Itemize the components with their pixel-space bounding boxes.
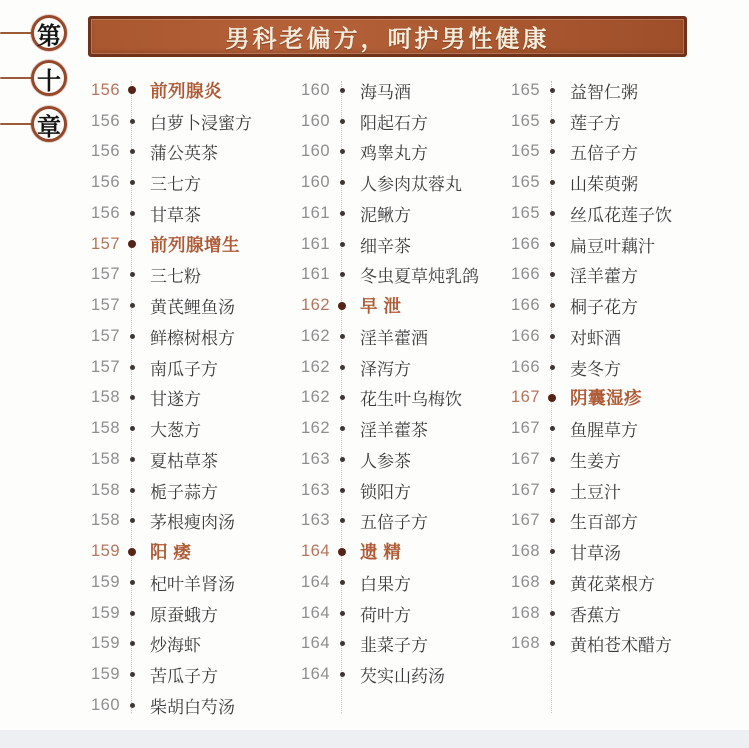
toc-entry <box>298 167 508 198</box>
chapter-circle-icon <box>31 60 67 96</box>
bullet-dot-icon <box>330 272 354 277</box>
toc-entry <box>508 383 749 414</box>
bullet-dot-icon <box>120 611 144 616</box>
bullet-dot-icon <box>120 488 144 493</box>
entry-title: 前列腺增生 <box>150 234 240 255</box>
page-number: 165 <box>510 173 540 192</box>
page-number: 167 <box>510 449 540 468</box>
bullet-dot-icon <box>540 242 564 247</box>
toc-entry <box>508 629 749 660</box>
bullet-dot-icon <box>540 334 564 339</box>
bullet-dot-icon <box>330 211 354 216</box>
bullet-dot-icon <box>540 303 564 308</box>
toc-entry <box>508 413 749 444</box>
page-number: 159 <box>90 542 120 561</box>
toc-entry <box>508 475 749 506</box>
entry-title: 桐子花方 <box>570 298 638 318</box>
entry-title: 黄花菜根方 <box>570 574 655 594</box>
bullet-dot-icon <box>330 119 354 124</box>
bullet-dot-icon <box>120 580 144 585</box>
entry-title: 麦冬方 <box>570 359 621 379</box>
chapter-circle-icon <box>31 106 67 142</box>
bullet-dot-icon <box>120 457 144 462</box>
entry-title: 丝瓜花莲子饮 <box>570 205 672 225</box>
bullet-dot-icon <box>540 426 564 431</box>
bullet-dot-icon <box>120 272 144 277</box>
entry-title: 鸡睾丸方 <box>360 144 428 164</box>
entry-title: 益智仁粥 <box>570 82 638 102</box>
page-number: 160 <box>300 173 330 192</box>
bullet-dot-icon <box>120 334 144 339</box>
page-number: 165 <box>510 111 540 130</box>
bullet-dot-icon <box>540 88 564 93</box>
page-number: 165 <box>510 203 540 222</box>
entry-title: 夏枯草茶 <box>150 451 218 471</box>
toc-entry <box>508 229 749 260</box>
page-bottom-strip <box>0 730 749 748</box>
entry-title: 冬虫夏草炖乳鸽 <box>360 267 479 287</box>
entry-title: 生百部方 <box>570 513 638 533</box>
toc-entry <box>88 413 298 444</box>
entry-title: 栀子蒜方 <box>150 482 218 502</box>
toc-entry <box>298 290 508 321</box>
entry-title: 茅根瘦肉汤 <box>150 513 235 533</box>
toc-entry <box>508 598 749 629</box>
toc-entry <box>88 629 298 660</box>
toc-entry <box>508 75 749 106</box>
bullet-dot-icon <box>330 518 354 523</box>
bullet-dot-icon <box>330 426 354 431</box>
entry-title: 前列腺炎 <box>150 80 222 101</box>
toc-entry <box>298 598 508 629</box>
toc-entry <box>88 167 298 198</box>
entry-title: 土豆汁 <box>570 482 621 502</box>
bullet-dot-icon <box>120 180 144 185</box>
entry-title: 甘草汤 <box>570 544 621 564</box>
toc-entry <box>88 137 298 168</box>
toc-entry <box>88 352 298 383</box>
entry-title: 白萝卜浸蜜方 <box>150 113 252 133</box>
entry-title: 莲子方 <box>570 113 621 133</box>
toc-entry <box>88 75 298 106</box>
toc-entry <box>298 629 508 660</box>
toc-entry <box>88 475 298 506</box>
entry-title: 淫羊藿茶 <box>360 421 428 441</box>
toc-entry <box>298 444 508 475</box>
bullet-dot-icon <box>120 548 144 556</box>
toc-entry <box>508 536 749 567</box>
bullet-dot-icon <box>330 395 354 400</box>
entry-title: 阳起石方 <box>360 113 428 133</box>
entry-title: 扁豆叶藕汁 <box>570 236 655 256</box>
toc-entry <box>88 260 298 291</box>
chapter-connector-line <box>0 32 33 34</box>
entry-title: 山茱萸粥 <box>570 175 638 195</box>
bullet-dot-icon <box>330 149 354 154</box>
bullet-dot-icon <box>120 518 144 523</box>
page-number: 157 <box>90 357 120 376</box>
toc-entry <box>88 598 298 629</box>
page-number: 156 <box>90 203 120 222</box>
page-number: 159 <box>90 603 120 622</box>
page-number: 167 <box>510 388 540 407</box>
page-number: 168 <box>510 572 540 591</box>
page-number: 162 <box>300 419 330 438</box>
toc-entry <box>508 352 749 383</box>
bullet-dot-icon <box>540 611 564 616</box>
page-number: 167 <box>510 511 540 530</box>
toc-entry <box>298 106 508 137</box>
entry-title: 三七方 <box>150 175 201 195</box>
page-number: 166 <box>510 326 540 345</box>
bullet-dot-icon <box>540 365 564 370</box>
bullet-dot-icon <box>120 395 144 400</box>
bullet-dot-icon <box>120 426 144 431</box>
entry-title: 炒海虾 <box>150 636 201 656</box>
page-number: 156 <box>90 80 120 99</box>
bullet-dot-icon <box>540 394 564 402</box>
entry-title: 人参肉苁蓉丸 <box>360 175 462 195</box>
chapter-character: 十 <box>37 67 61 95</box>
bullet-dot-icon <box>330 580 354 585</box>
entry-title: 早 泄 <box>360 296 402 317</box>
page-number: 157 <box>90 296 120 315</box>
toc-entry <box>88 506 298 537</box>
entry-title: 杞叶羊肾汤 <box>150 574 235 594</box>
page-number: 156 <box>90 142 120 161</box>
toc-entry <box>298 659 508 690</box>
entry-title: 蒲公英茶 <box>150 144 218 164</box>
entry-title: 鱼腥草方 <box>570 421 638 441</box>
bullet-dot-icon <box>330 334 354 339</box>
toc-entry <box>298 475 508 506</box>
page-number: 164 <box>300 634 330 653</box>
entry-title: 甘草茶 <box>150 205 201 225</box>
toc-entry <box>508 198 749 229</box>
bullet-dot-icon <box>330 302 354 310</box>
toc-entry <box>88 290 298 321</box>
page-number: 165 <box>510 142 540 161</box>
toc-column-2 <box>298 75 508 721</box>
page-number: 163 <box>300 449 330 468</box>
toc-entry <box>298 137 508 168</box>
entry-title: 甘遂方 <box>150 390 201 410</box>
entry-title: 阴囊湿疹 <box>570 388 642 409</box>
bullet-dot-icon <box>540 549 564 554</box>
page-number: 160 <box>300 111 330 130</box>
toc-column-1 <box>88 75 298 721</box>
page-number: 160 <box>90 695 120 714</box>
bullet-dot-icon <box>330 88 354 93</box>
page-number: 157 <box>90 326 120 345</box>
bullet-dot-icon <box>330 641 354 646</box>
bullet-dot-icon <box>540 180 564 185</box>
entry-title: 南瓜子方 <box>150 359 218 379</box>
entry-title: 生姜方 <box>570 451 621 471</box>
toc-entry <box>88 659 298 690</box>
chapter-circle-icon <box>31 15 67 51</box>
toc-entry <box>508 137 749 168</box>
bullet-dot-icon <box>330 548 354 556</box>
toc-entry <box>298 260 508 291</box>
page-number: 162 <box>300 296 330 315</box>
toc-entry <box>298 413 508 444</box>
page-number: 162 <box>300 388 330 407</box>
toc-entry <box>298 229 508 260</box>
toc-entry <box>298 75 508 106</box>
page-number: 162 <box>300 326 330 345</box>
bullet-dot-icon <box>120 641 144 646</box>
toc-entry <box>508 321 749 352</box>
toc-entry <box>88 198 298 229</box>
entry-title: 原蚕蛾方 <box>150 605 218 625</box>
toc-entry <box>508 290 749 321</box>
bullet-dot-icon <box>540 580 564 585</box>
entry-title: 人参茶 <box>360 451 411 471</box>
bullet-dot-icon <box>330 611 354 616</box>
entry-title: 黄芪鲤鱼汤 <box>150 298 235 318</box>
entry-title: 三七粉 <box>150 267 201 287</box>
toc-entry <box>508 260 749 291</box>
bullet-dot-icon <box>540 119 564 124</box>
toc-column-3 <box>508 75 749 721</box>
entry-title: 淫羊藿方 <box>570 267 638 287</box>
page-number: 161 <box>300 265 330 284</box>
bullet-dot-icon <box>330 242 354 247</box>
toc-entry <box>298 198 508 229</box>
bullet-dot-icon <box>120 672 144 677</box>
bullet-dot-icon <box>540 149 564 154</box>
bullet-dot-icon <box>120 365 144 370</box>
page-number: 158 <box>90 480 120 499</box>
page-number: 166 <box>510 265 540 284</box>
bullet-dot-icon <box>540 518 564 523</box>
toc-entry <box>508 167 749 198</box>
bullet-dot-icon <box>120 240 144 248</box>
entry-title: 鲜檫树根方 <box>150 328 235 348</box>
entry-title: 锁阳方 <box>360 482 411 502</box>
toc-entry <box>508 506 749 537</box>
page-number: 161 <box>300 203 330 222</box>
entry-title: 花生叶乌梅饮 <box>360 390 462 410</box>
entry-title: 大葱方 <box>150 421 201 441</box>
page-number: 159 <box>90 634 120 653</box>
chapter-marker <box>0 0 88 160</box>
page-number: 168 <box>510 634 540 653</box>
entry-title: 海马酒 <box>360 82 411 102</box>
page-number: 164 <box>300 542 330 561</box>
page-number: 158 <box>90 419 120 438</box>
bullet-dot-icon <box>330 672 354 677</box>
entry-title: 韭菜子方 <box>360 636 428 656</box>
entry-title: 苦瓜子方 <box>150 667 218 687</box>
entry-title: 遗 精 <box>360 542 402 563</box>
toc-entry <box>88 321 298 352</box>
toc-entry <box>88 106 298 137</box>
bullet-dot-icon <box>330 365 354 370</box>
toc-entry <box>298 567 508 598</box>
page-number: 160 <box>300 142 330 161</box>
banner-title: 男科老偏方，呵护男性健康 <box>225 26 550 53</box>
bullet-dot-icon <box>540 272 564 277</box>
entry-title: 柴胡白芍汤 <box>150 697 235 717</box>
toc-entry <box>88 536 298 567</box>
entry-title: 五倍子方 <box>360 513 428 533</box>
page-number: 164 <box>300 572 330 591</box>
toc-entry <box>88 229 298 260</box>
page-number: 158 <box>90 449 120 468</box>
entry-title: 阳 痿 <box>150 542 192 563</box>
page-number: 158 <box>90 388 120 407</box>
entry-title: 对虾酒 <box>570 328 621 348</box>
entry-title: 白果方 <box>360 574 411 594</box>
page-number: 162 <box>300 357 330 376</box>
entry-title: 荷叶方 <box>360 605 411 625</box>
bullet-dot-icon <box>330 457 354 462</box>
bullet-dot-icon <box>120 86 144 94</box>
toc-entry <box>88 690 298 721</box>
page-number: 159 <box>90 665 120 684</box>
chapter-character: 第 <box>37 22 61 50</box>
toc-entry <box>298 383 508 414</box>
entry-title: 香蕉方 <box>570 605 621 625</box>
bullet-dot-icon <box>330 488 354 493</box>
entry-title: 泽泻方 <box>360 359 411 379</box>
bullet-dot-icon <box>540 641 564 646</box>
toc-entry <box>298 321 508 352</box>
bullet-dot-icon <box>540 488 564 493</box>
page-number: 158 <box>90 511 120 530</box>
page-number: 166 <box>510 234 540 253</box>
chapter-connector-line <box>0 77 33 79</box>
toc-entry <box>298 506 508 537</box>
chapter-character: 章 <box>37 113 61 141</box>
page-number: 168 <box>510 603 540 622</box>
page-number: 156 <box>90 173 120 192</box>
page-number: 160 <box>300 80 330 99</box>
toc-entry <box>88 567 298 598</box>
toc-entry <box>508 567 749 598</box>
bullet-dot-icon <box>120 149 144 154</box>
bullet-dot-icon <box>330 180 354 185</box>
entry-title: 五倍子方 <box>570 144 638 164</box>
bullet-dot-icon <box>120 119 144 124</box>
page-number: 165 <box>510 80 540 99</box>
toc-entry <box>298 536 508 567</box>
page-number: 167 <box>510 419 540 438</box>
bullet-dot-icon <box>540 457 564 462</box>
entry-title: 泥鳅方 <box>360 205 411 225</box>
page-number: 168 <box>510 542 540 561</box>
bullet-dot-icon <box>120 211 144 216</box>
page-number: 156 <box>90 111 120 130</box>
toc-entry <box>508 106 749 137</box>
entry-title: 芡实山药汤 <box>360 667 445 687</box>
toc-entry <box>88 383 298 414</box>
entry-title: 淫羊藿酒 <box>360 328 428 348</box>
page-number: 166 <box>510 296 540 315</box>
page-number: 159 <box>90 572 120 591</box>
toc-entry <box>508 444 749 475</box>
page-number: 166 <box>510 357 540 376</box>
entry-title: 黄柏苍术醋方 <box>570 636 672 656</box>
entry-title: 细辛茶 <box>360 236 411 256</box>
chapter-title-banner <box>88 16 687 57</box>
page-number: 163 <box>300 480 330 499</box>
page-number: 157 <box>90 234 120 253</box>
toc-entry <box>298 352 508 383</box>
page-number: 164 <box>300 665 330 684</box>
page-number: 167 <box>510 480 540 499</box>
bullet-dot-icon <box>120 303 144 308</box>
page-number: 163 <box>300 511 330 530</box>
page-number: 161 <box>300 234 330 253</box>
page-number: 157 <box>90 265 120 284</box>
bullet-dot-icon <box>120 703 144 708</box>
table-of-contents <box>88 75 749 721</box>
chapter-connector-line <box>0 123 33 125</box>
toc-entry <box>88 444 298 475</box>
bullet-dot-icon <box>540 211 564 216</box>
page-number: 164 <box>300 603 330 622</box>
